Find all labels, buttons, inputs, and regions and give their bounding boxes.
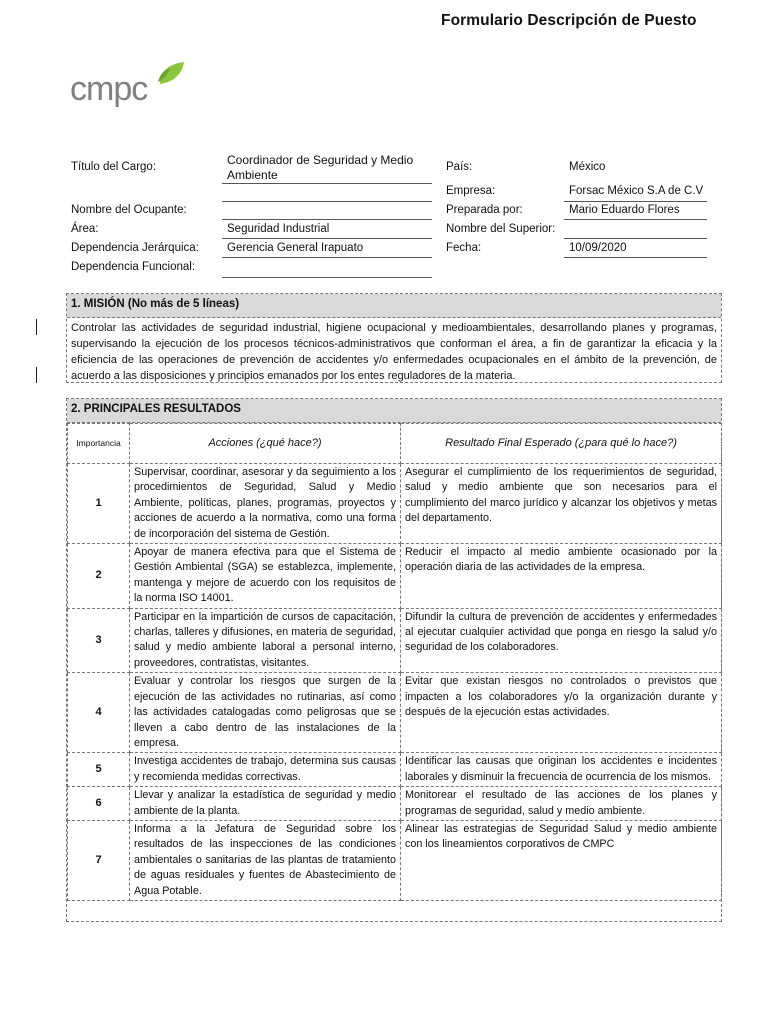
table-row: [68, 608, 722, 673]
value-empresa: Forsac México S.A de C.V: [569, 185, 704, 197]
mision-section: [66, 293, 722, 383]
mision-heading: 1. MISIÓN (No más de 5 líneas): [67, 294, 721, 318]
row-accion: Evaluar y controlar los riesgos que surgen de la ejecución de las actividades no rutinarias, así como las actividades catalogadas como peligrosas que se lleven a cabo dentro de las instalaciones de la empresa.: [130, 673, 401, 753]
row-accion: Apoyar de manera efectiva para que el Sistema de Gestión Ambiental (SGA) se establezca, implemente, mantenga y mejore de acuerdo con los requisitos de la norma ISO 14001.: [130, 544, 401, 609]
preparada-por-underline: [564, 219, 707, 220]
label-fecha: Fecha:: [446, 242, 482, 254]
row-accion: Informa a la Jefatura de Seguridad sobre los resultados de las inspecciones de las condiciones ambientales o sanitarias de las plantas de tratamiento de aguas residuales y fuentes de Abastecimiento de Agua Potable.: [130, 820, 401, 900]
row-importance: 1: [68, 464, 130, 544]
row-resultado: Monitorear el resultado de las acciones de los planes y programas de seguridad, salud y medio ambiente.: [401, 787, 722, 821]
row-accion: Participar en la impartición de cursos de capacitación, charlas, talleres y difusiones, en materia de seguridad, salud y medio ambiente laboral a personal interno, proveedores, contratistas, visitantes.: [130, 608, 401, 673]
table-row: [68, 544, 722, 609]
margin-change-mark: [36, 319, 37, 335]
mision-text: Controlar las actividades de seguridad industrial, higiene ocupacional y medioambientales, desarrollando planes y programas, supervisando la ejecución de los procesos técnicos-administrativos que conforman el área, a fin de garantizar la eficacia y la eficiencia de las operaciones de prevención de accidentes y/o enfermedades ocupacionales en el ámbito de la prevención, de acuerdo a las disposiciones y principios emanados por los entes reguladores de la materia.: [71, 322, 717, 382]
value-titulo-cargo-line1: Coordinador de Seguridad y Medio: [227, 153, 414, 167]
row-resultado: Difundir la cultura de prevención de accidentes y enfermedades al ejecutar cualquier actividad que ponga en riesgo la salud y/o seguridad de los colaboradores.: [401, 608, 722, 673]
document-title: Formulario Descripción de Puesto: [441, 12, 697, 29]
label-area: Área:: [71, 223, 99, 235]
table-row: [68, 753, 722, 787]
nombre-superior-underline: [564, 238, 707, 239]
row-accion: Supervisar, coordinar, asesorar y da seguimiento a los procedimientos de Seguridad, Salud y Medio Ambiente, políticas, planes, programas, proyectos y acciones de acuerdo a la normativa, como una forma de incorporación del sistema de Gestión.: [130, 464, 401, 544]
row-importance: 2: [68, 544, 130, 609]
area-underline: [222, 238, 432, 239]
row-accion: Investiga accidentes de trabajo, determina sus causas y recomienda medidas correctivas.: [130, 753, 401, 787]
row-resultado: Evitar que existan riesgos no controlados o previstos que impacten a los colaboradores y/o la organización durante y después de la ejecución estas actividades.: [401, 673, 722, 753]
value-preparada-por: Mario Eduardo Flores: [569, 204, 680, 216]
resultados-section: [66, 398, 722, 922]
row-resultado: Reducir el impacto al medio ambiente ocasionado por la operación diaria de las actividades de la empresa.: [401, 544, 722, 609]
row-resultado: Asegurar el cumplimiento de los requerimientos de seguridad, salud y medio ambiente que son necesarios para el cumplimiento del marco jurídico y alcanzar los objetivos y metas del departamento.: [401, 464, 722, 544]
label-dependencia-funcional: Dependencia Funcional:: [71, 261, 196, 273]
fecha-underline: [564, 257, 707, 258]
col-resultado: Resultado Final Esperado (¿para qué lo hace?): [401, 424, 722, 464]
nombre-ocupante-underline: [222, 219, 432, 220]
table-row: [68, 820, 722, 900]
value-area: Seguridad Industrial: [227, 223, 330, 235]
table-row: [68, 787, 722, 821]
table-row: [68, 464, 722, 544]
value-pais: México: [569, 161, 606, 173]
logo-text: cmpc: [70, 70, 148, 108]
row-importance: 6: [68, 787, 130, 821]
label-pais: País:: [446, 161, 473, 173]
margin-change-mark: [36, 367, 37, 383]
value-fecha: 10/09/2020: [569, 242, 627, 254]
leaf-icon: [156, 60, 186, 86]
row-importance: 3: [68, 608, 130, 673]
label-nombre-ocupante: Nombre del Ocupante:: [71, 204, 187, 216]
row-resultado: Identificar las causas que originan los accidentes e incidentes laborales y disminuir la frecuencia de ocurrencia de los mismos.: [401, 753, 722, 787]
titulo-cargo-underline: [222, 183, 432, 184]
label-dependencia-jerarquica: Dependencia Jerárquica:: [71, 242, 199, 254]
blank-underline: [222, 201, 432, 202]
label-titulo-cargo: Título del Cargo:: [71, 161, 157, 173]
resultados-heading: 2. PRINCIPALES RESULTADOS: [67, 399, 721, 423]
col-importancia: Importancia: [68, 424, 130, 464]
table-header-row: [68, 424, 722, 464]
company-logo: [70, 60, 190, 116]
table-row: [68, 673, 722, 753]
label-nombre-superior: Nombre del Superior:: [446, 223, 556, 235]
label-empresa: Empresa:: [446, 185, 496, 197]
dependencia-funcional-underline: [222, 277, 432, 278]
row-importance: 5: [68, 753, 130, 787]
row-importance: 4: [68, 673, 130, 753]
dependencia-jerarquica-underline: [222, 257, 432, 258]
value-dependencia-jerarquica: Gerencia General Irapuato: [227, 242, 364, 254]
col-acciones: Acciones (¿qué hace?): [130, 424, 401, 464]
value-titulo-cargo-line2: Ambiente: [227, 168, 278, 182]
label-preparada-por: Preparada por:: [446, 204, 523, 216]
row-importance: 7: [68, 820, 130, 900]
resultados-table: [67, 423, 722, 901]
row-accion: Llevar y analizar la estadística de seguridad y medio ambiente de la planta.: [130, 787, 401, 821]
empresa-underline: [564, 201, 707, 202]
row-resultado: Alinear las estrategias de Seguridad Salud y medio ambiente con los lineamientos corporativos de CMPC: [401, 820, 722, 900]
